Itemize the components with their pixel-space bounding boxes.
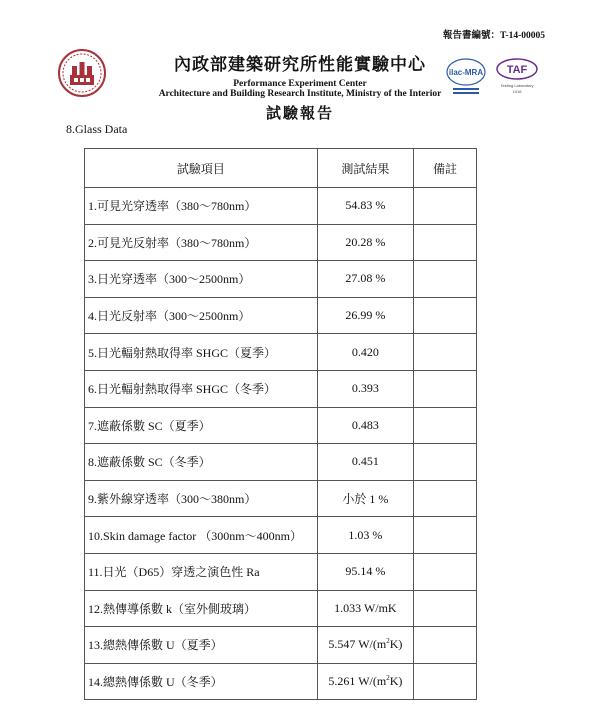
test-result: 0.420 xyxy=(317,334,413,371)
test-item: 13.總熱傳係數 U（夏季） xyxy=(85,627,318,664)
test-result: 95.14 % xyxy=(317,553,413,590)
remark xyxy=(414,334,477,371)
table-header-row xyxy=(85,149,477,188)
report-title: 試驗報告 xyxy=(265,106,334,122)
remark xyxy=(414,663,477,700)
remark xyxy=(414,224,477,261)
remark xyxy=(414,407,477,444)
accreditation-logos xyxy=(445,56,545,100)
table-row xyxy=(85,590,477,627)
test-item: 1.可見光穿透率（380～780nm） xyxy=(85,188,318,225)
report-header xyxy=(120,50,480,123)
remark xyxy=(414,517,477,554)
institute-logo xyxy=(57,48,107,98)
test-result: 1.033 W/mK xyxy=(317,590,413,627)
test-item: 9.紫外線穿透率（300～380nm） xyxy=(85,480,318,517)
remark xyxy=(414,444,477,481)
table-row xyxy=(85,334,477,371)
test-item: 2.可見光反射率（380～780nm） xyxy=(85,224,318,261)
taf-logo xyxy=(497,59,537,94)
header-test-item: 試驗項目 xyxy=(85,149,318,188)
table-row xyxy=(85,517,477,554)
remark xyxy=(414,590,477,627)
result-exponent: 2 xyxy=(386,674,390,683)
table-row xyxy=(85,261,477,298)
remark xyxy=(414,370,477,407)
header-remarks: 備註 xyxy=(414,149,477,188)
remark xyxy=(414,261,477,298)
test-item: 12.熱傳導係數 k（室外側玻璃） xyxy=(85,590,318,627)
result-value: 5.547 W/(m xyxy=(328,637,387,652)
remark xyxy=(414,627,477,664)
glass-data-table xyxy=(84,148,477,700)
table-row xyxy=(85,370,477,407)
table-row xyxy=(85,188,477,225)
result-unit-end: K) xyxy=(389,674,403,689)
test-result: 26.99 % xyxy=(317,297,413,334)
table-row xyxy=(85,297,477,334)
table-row xyxy=(85,407,477,444)
test-result: 27.08 % xyxy=(317,261,413,298)
report-number: 報告書編號：T-14-00005 xyxy=(442,31,545,41)
table-row xyxy=(85,663,477,700)
test-result: 0.393 xyxy=(317,370,413,407)
test-item: 10.Skin damage factor （300nm～400nm） xyxy=(85,517,318,554)
section-label: 8.Glass Data xyxy=(66,122,128,136)
ilac-mra-logo xyxy=(447,59,485,94)
remark xyxy=(414,297,477,334)
table-row xyxy=(85,480,477,517)
taf-text: TAF xyxy=(506,64,528,76)
table-row xyxy=(85,444,477,481)
table-row xyxy=(85,553,477,590)
org-name-en-1: Performance Experiment Center xyxy=(233,79,367,89)
taf-number: 1016 xyxy=(512,89,522,94)
test-item: 8.遮蔽係數 SC（冬季） xyxy=(85,444,318,481)
test-item: 7.遮蔽係數 SC（夏季） xyxy=(85,407,318,444)
test-item: 5.日光輻射熱取得率 SHGC（夏季） xyxy=(85,334,318,371)
test-result: 0.483 xyxy=(317,407,413,444)
test-item: 3.日光穿透率（300～2500nm） xyxy=(85,261,318,298)
org-name-en-2: Architecture and Building Research Institute, Ministry of the Interior xyxy=(158,89,442,99)
org-name-cn: 內政部建築研究所性能實驗中心 xyxy=(174,55,426,74)
test-result: 小於 1 % xyxy=(317,480,413,517)
test-result: 1.03 % xyxy=(317,517,413,554)
test-item: 11.日光（D65）穿透之演色性 Ra xyxy=(85,553,318,590)
test-result xyxy=(317,627,413,664)
taf-caption: Testing Laboratory xyxy=(500,83,534,88)
test-item: 6.日光輻射熱取得率 SHGC（冬季） xyxy=(85,370,318,407)
test-item: 4.日光反射率（300～2500nm） xyxy=(85,297,318,334)
test-result: 0.451 xyxy=(317,444,413,481)
header-test-result: 測試結果 xyxy=(317,149,413,188)
test-result: 54.83 % xyxy=(317,188,413,225)
mra-text: ilac-MRA xyxy=(448,68,484,77)
remark xyxy=(414,553,477,590)
result-unit-end: K) xyxy=(389,637,403,652)
test-result: 20.28 % xyxy=(317,224,413,261)
result-value: 5.261 W/(m xyxy=(328,674,387,689)
result-exponent: 2 xyxy=(386,637,390,646)
test-result xyxy=(317,663,413,700)
table-row xyxy=(85,224,477,261)
remark xyxy=(414,188,477,225)
remark xyxy=(414,480,477,517)
table-row xyxy=(85,627,477,664)
test-item: 14.總熱傳係數 U（冬季） xyxy=(85,663,318,700)
